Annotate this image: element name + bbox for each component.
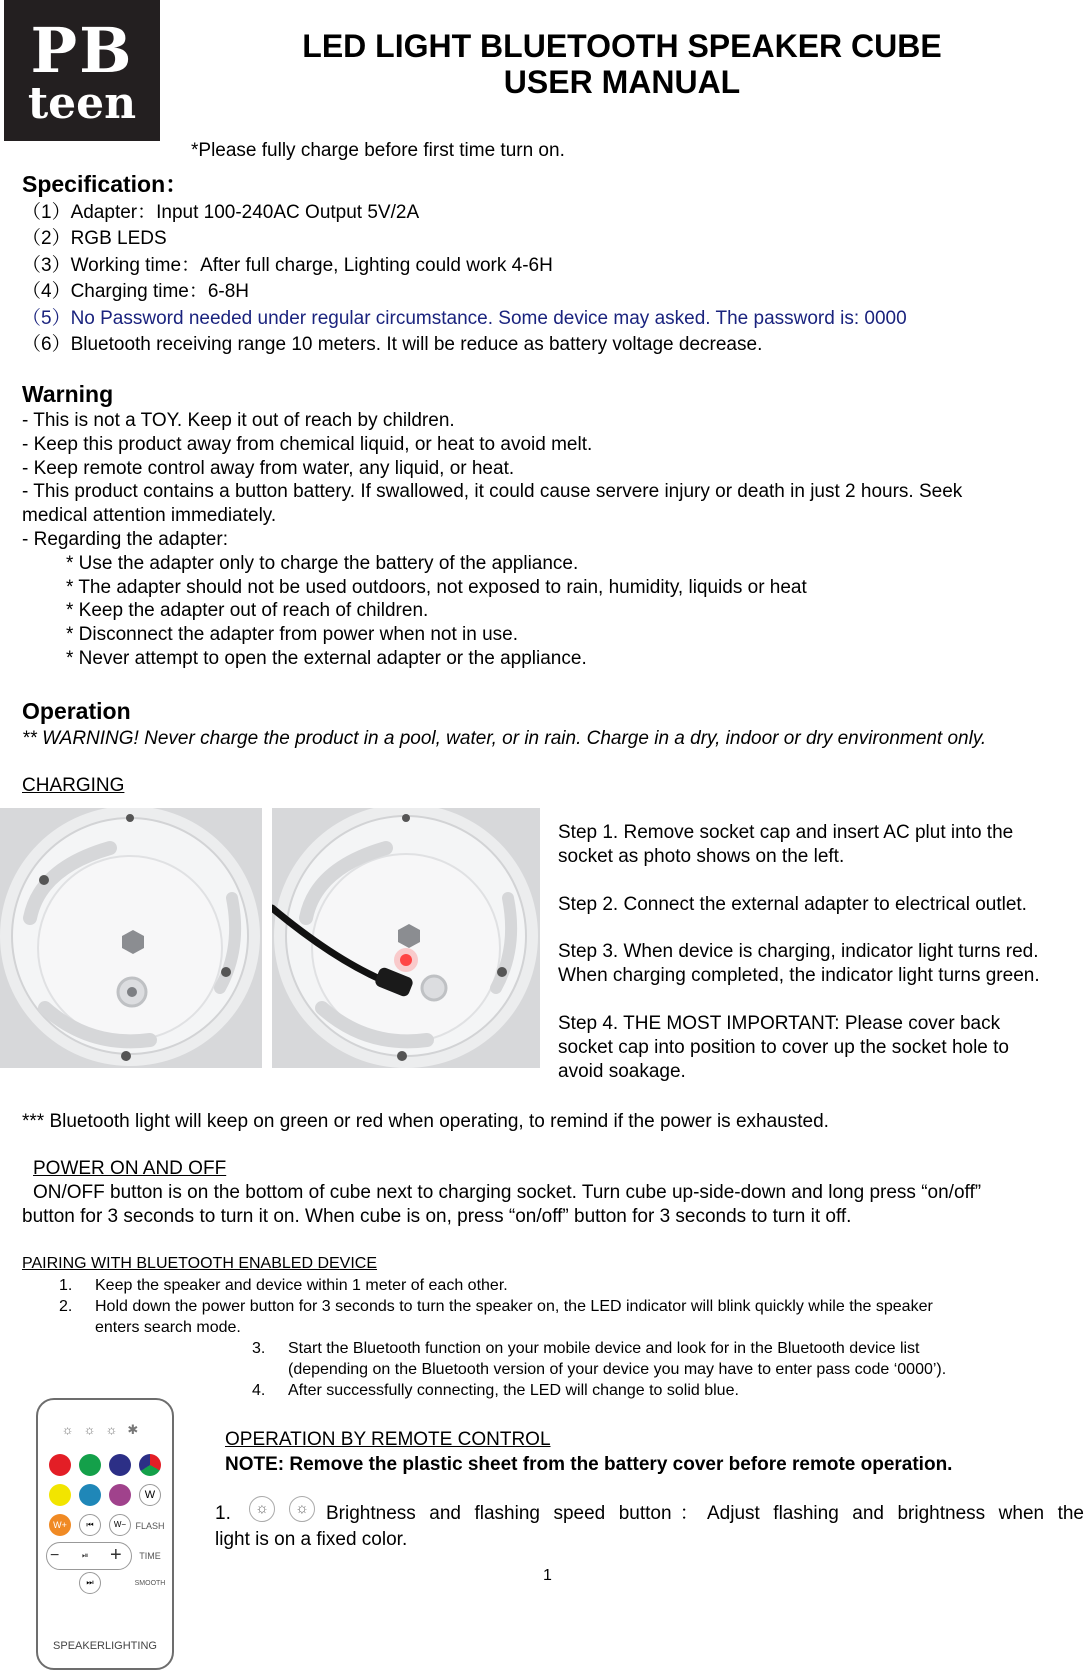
step-3-line-2: When charging completed, the indicator light turns green. bbox=[558, 965, 1040, 986]
brightness-down-icon: ☼ bbox=[289, 1496, 315, 1522]
navy-button bbox=[109, 1454, 131, 1476]
pairing-item-cont bbox=[22, 1359, 1082, 1380]
warning-line: medical attention immediately. bbox=[22, 505, 277, 527]
warning-line: - Keep remote control away from water, any liquid, or heat. bbox=[22, 457, 515, 479]
warning-line: - Regarding the adapter: bbox=[22, 528, 228, 550]
socket-photo-cap bbox=[0, 808, 262, 1068]
socket-plugged-illustration bbox=[272, 808, 540, 1068]
logo-teen: teen bbox=[27, 78, 137, 129]
warning-list bbox=[22, 409, 962, 671]
plus-icon: + bbox=[110, 1544, 122, 1566]
flash-label: FLASH bbox=[135, 1521, 165, 1531]
pairing-item bbox=[22, 1296, 1082, 1317]
warning-heading: Warning bbox=[22, 381, 114, 407]
remote-brand-label: SPEAKERLIGHTING bbox=[53, 1640, 157, 1652]
warning-line: - Keep this product away from chemical liquid, or heat to avoid melt. bbox=[22, 433, 593, 455]
w-plus-button: W+ bbox=[49, 1514, 71, 1536]
color-cycle-button bbox=[139, 1454, 161, 1476]
spec-item: （2）RGB LEDS bbox=[22, 228, 167, 250]
warning-line: - This is not a TOY. Keep it out of reach by children. bbox=[22, 410, 455, 431]
pairing-num: 4. bbox=[252, 1382, 266, 1399]
operation-heading: Operation bbox=[22, 698, 131, 724]
pairing-text: (depending on the Bluetooth version of your device you may have to enter pass code ‘0000’). bbox=[288, 1361, 947, 1378]
pairing-heading: PAIRING WITH BLUETOOTH ENABLED DEVICE bbox=[22, 1255, 378, 1272]
pairing-item-cont bbox=[22, 1317, 1082, 1338]
minus-icon: − bbox=[50, 1547, 60, 1564]
spec-item: （4）Charging time：6-8H bbox=[22, 281, 250, 303]
pairing-list bbox=[22, 1275, 1082, 1401]
adapter-item: * The adapter should not be used outdoors, not exposed to rain, humidity, liquids or heat bbox=[66, 576, 807, 598]
adapter-item: * Keep the adapter out of reach of children. bbox=[66, 600, 429, 622]
step-1-line-1: Step 1. Remove socket cap and insert AC plut into the bbox=[558, 822, 1014, 843]
spec-item: （6）Bluetooth receiving range 10 meters. It will be reduce as battery voltage decrease. bbox=[22, 334, 763, 356]
specification-list bbox=[22, 200, 907, 358]
socket-cap-illustration bbox=[0, 808, 262, 1068]
operation-warning: ** WARNING! Never charge the product in a pool, water, or in rain. Charge in a dry, indoor or dry environment only. bbox=[22, 728, 987, 749]
remote-op-note: NOTE: Remove the plastic sheet from the battery cover before remote operation. bbox=[225, 1454, 953, 1475]
pairing-num: 2. bbox=[59, 1298, 73, 1315]
power-text-line-2: button for 3 seconds to turn it on. When cube is on, press “on/off” button for 3 seconds to turn it off. bbox=[22, 1206, 852, 1227]
pairing-item bbox=[22, 1275, 1082, 1296]
spec-item: （1）Adapter：Input 100-240AC Output 5V/2A bbox=[22, 202, 420, 223]
pairing-text: Hold down the power button for 3 seconds to turn the speaker on, the LED indicator will blink quickly while the speaker bbox=[95, 1298, 933, 1315]
warning-line: - This product contains a button battery. If swallowed, it could cause servere injury or death in just 2 hours. Seek bbox=[22, 481, 963, 503]
power-heading: POWER ON AND OFF bbox=[33, 1158, 227, 1179]
purple-button bbox=[109, 1484, 131, 1506]
power-text-line-1: ON/OFF button is on the bottom of cube next to charging socket. Turn cube up-side-down and long press “on/off” bbox=[33, 1182, 982, 1203]
step-4-line-3: avoid soakage. bbox=[558, 1061, 686, 1082]
spec-item: （3）Working time：After full charge, Lighting could work 4-6H bbox=[22, 254, 553, 276]
red-button bbox=[49, 1454, 71, 1476]
charge-note: *Please fully charge before first time turn on. bbox=[191, 140, 565, 161]
bluetooth-note: *** Bluetooth light will keep on green or red when operating, to remind if the power is exhausted. bbox=[22, 1111, 829, 1132]
step-1-line-2: socket as photo shows on the left. bbox=[558, 846, 845, 867]
step-3-line-1: Step 3. When device is charging, indicator light turns red. bbox=[558, 941, 1039, 962]
adapter-item: * Disconnect the adapter from power when not in use. bbox=[66, 624, 519, 646]
charging-steps bbox=[558, 821, 1040, 1084]
step-4-line-2: socket cap into position to cover up the socket hole to bbox=[558, 1037, 1009, 1058]
title-line-2: USER MANUAL bbox=[503, 64, 741, 100]
page-number: 1 bbox=[543, 1567, 552, 1584]
remote-op-item-1-num: 1. bbox=[215, 1503, 231, 1524]
play-pause-icon: ⏯ bbox=[82, 1551, 89, 1560]
pairing-text: Start the Bluetooth function on your mobile device and look for in the Bluetooth device list bbox=[288, 1340, 920, 1357]
w-minus-button: W− bbox=[109, 1514, 131, 1536]
time-label: TIME bbox=[139, 1551, 161, 1561]
next-icon: ⏭ bbox=[79, 1572, 101, 1594]
remote-op-item-1-text-2: light is on a fixed color. bbox=[215, 1529, 408, 1550]
pairing-item bbox=[22, 1380, 1082, 1401]
page-title bbox=[160, 28, 1084, 100]
pairing-text: Keep the speaker and device within 1 meter of each other. bbox=[95, 1277, 508, 1294]
title-line-1: LED LIGHT BLUETOOTH SPEAKER CUBE bbox=[302, 28, 942, 64]
smooth-label: SMOOTH bbox=[134, 1580, 166, 1587]
pairing-num: 1. bbox=[59, 1277, 73, 1294]
pairing-num: 3. bbox=[252, 1340, 266, 1357]
brightness-icons-row: ☼☼☼✱ bbox=[61, 1422, 149, 1437]
spec-item-password: （5）No Password needed under regular circumstance. Some device may asked. The password is: 0000 bbox=[22, 307, 907, 329]
yellow-button bbox=[49, 1484, 71, 1506]
brand-logo bbox=[4, 0, 160, 141]
teal-button bbox=[79, 1484, 101, 1506]
adapter-item: * Use the adapter only to charge the battery of the appliance. bbox=[66, 552, 579, 574]
previous-icon: ⏮ bbox=[79, 1514, 101, 1536]
adapter-item: * Never attempt to open the external adapter or the appliance. bbox=[66, 647, 587, 669]
charging-heading: CHARGING bbox=[22, 775, 125, 796]
remote-op-item-1-text: Brightness and flashing speed button：Adjust flashing and brightness when the bbox=[326, 1503, 1084, 1524]
socket-photo-plugged bbox=[272, 808, 540, 1068]
remote-op-heading: OPERATION BY REMOTE CONTROL bbox=[225, 1429, 551, 1450]
brightness-up-icon: ☼ bbox=[249, 1496, 275, 1522]
step-4-line-1: Step 4. THE MOST IMPORTANT: Please cover back bbox=[558, 1013, 1001, 1034]
step-2: Step 2. Connect the external adapter to electrical outlet. bbox=[558, 894, 1027, 915]
remote-control bbox=[36, 1398, 174, 1670]
logo-pb: PB bbox=[30, 14, 134, 87]
pairing-item bbox=[22, 1338, 1082, 1359]
white-button: W bbox=[139, 1484, 161, 1506]
specification-heading: Specification： bbox=[22, 171, 189, 197]
pairing-text: After successfully connecting, the LED will change to solid blue. bbox=[288, 1382, 739, 1399]
pairing-text: enters search mode. bbox=[95, 1319, 241, 1336]
green-button bbox=[79, 1454, 101, 1476]
